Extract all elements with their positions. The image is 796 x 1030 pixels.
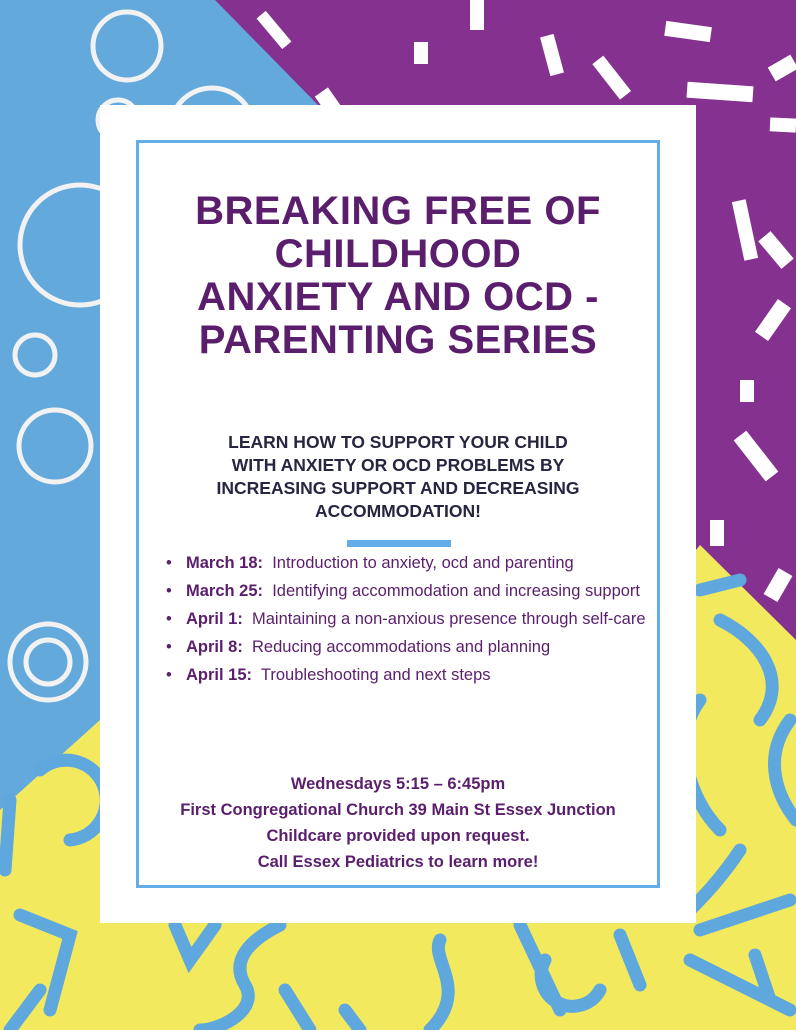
bullet-icon: •: [166, 638, 172, 656]
flyer-frame: [136, 140, 660, 888]
divider-bar: [347, 540, 451, 547]
session-list: [164, 551, 651, 691]
session-topic: Reducing accommodations and planning: [252, 638, 551, 656]
session-item: [164, 607, 651, 631]
bullet-icon: •: [166, 666, 172, 684]
session-topic: Maintaining a non-anxious presence through self-care: [252, 610, 646, 628]
bullet-icon: •: [166, 610, 172, 628]
subtitle-line: INCREASING SUPPORT AND DECREASING: [216, 478, 580, 498]
subtitle-line: LEARN HOW TO SUPPORT YOUR CHILD: [228, 432, 568, 452]
location-text: First Congregational Church 39 Main St Essex Junction: [180, 801, 616, 819]
session-topic: Identifying accommodation and increasing support: [272, 582, 641, 600]
title-line: BREAKING FREE OF: [195, 189, 601, 233]
flyer-card: [100, 105, 696, 923]
session-item: [164, 663, 651, 687]
bullet-icon: •: [166, 554, 172, 572]
title-line: CHILDHOOD: [274, 232, 522, 276]
schedule-text: Wednesdays 5:15 – 6:45pm: [290, 775, 506, 793]
session-date: April 8:: [186, 638, 243, 656]
session-date: April 1:: [186, 610, 243, 628]
event-details: [139, 771, 657, 875]
subtitle-line: ACCOMMODATION!: [315, 501, 481, 521]
session-item: [164, 635, 651, 659]
contact-text: Call Essex Pediatrics to learn more!: [257, 853, 539, 871]
flyer-subtitle: [149, 431, 647, 523]
session-topic: Troubleshooting and next steps: [260, 666, 491, 684]
subtitle-line: WITH ANXIETY OR OCD PROBLEMS BY: [231, 455, 565, 475]
session-date: March 25:: [186, 582, 264, 600]
session-item: [164, 551, 651, 575]
childcare-text: Childcare provided upon request.: [266, 827, 530, 845]
session-topic: Introduction to anxiety, ocd and parenting: [272, 554, 574, 572]
session-item: [164, 579, 651, 603]
session-date: April 15:: [186, 666, 253, 684]
title-line: PARENTING SERIES: [198, 318, 598, 362]
bullet-icon: •: [166, 582, 172, 600]
flyer-title: [139, 190, 657, 362]
session-date: March 18:: [186, 554, 264, 572]
title-line: ANXIETY AND OCD -: [197, 275, 599, 319]
